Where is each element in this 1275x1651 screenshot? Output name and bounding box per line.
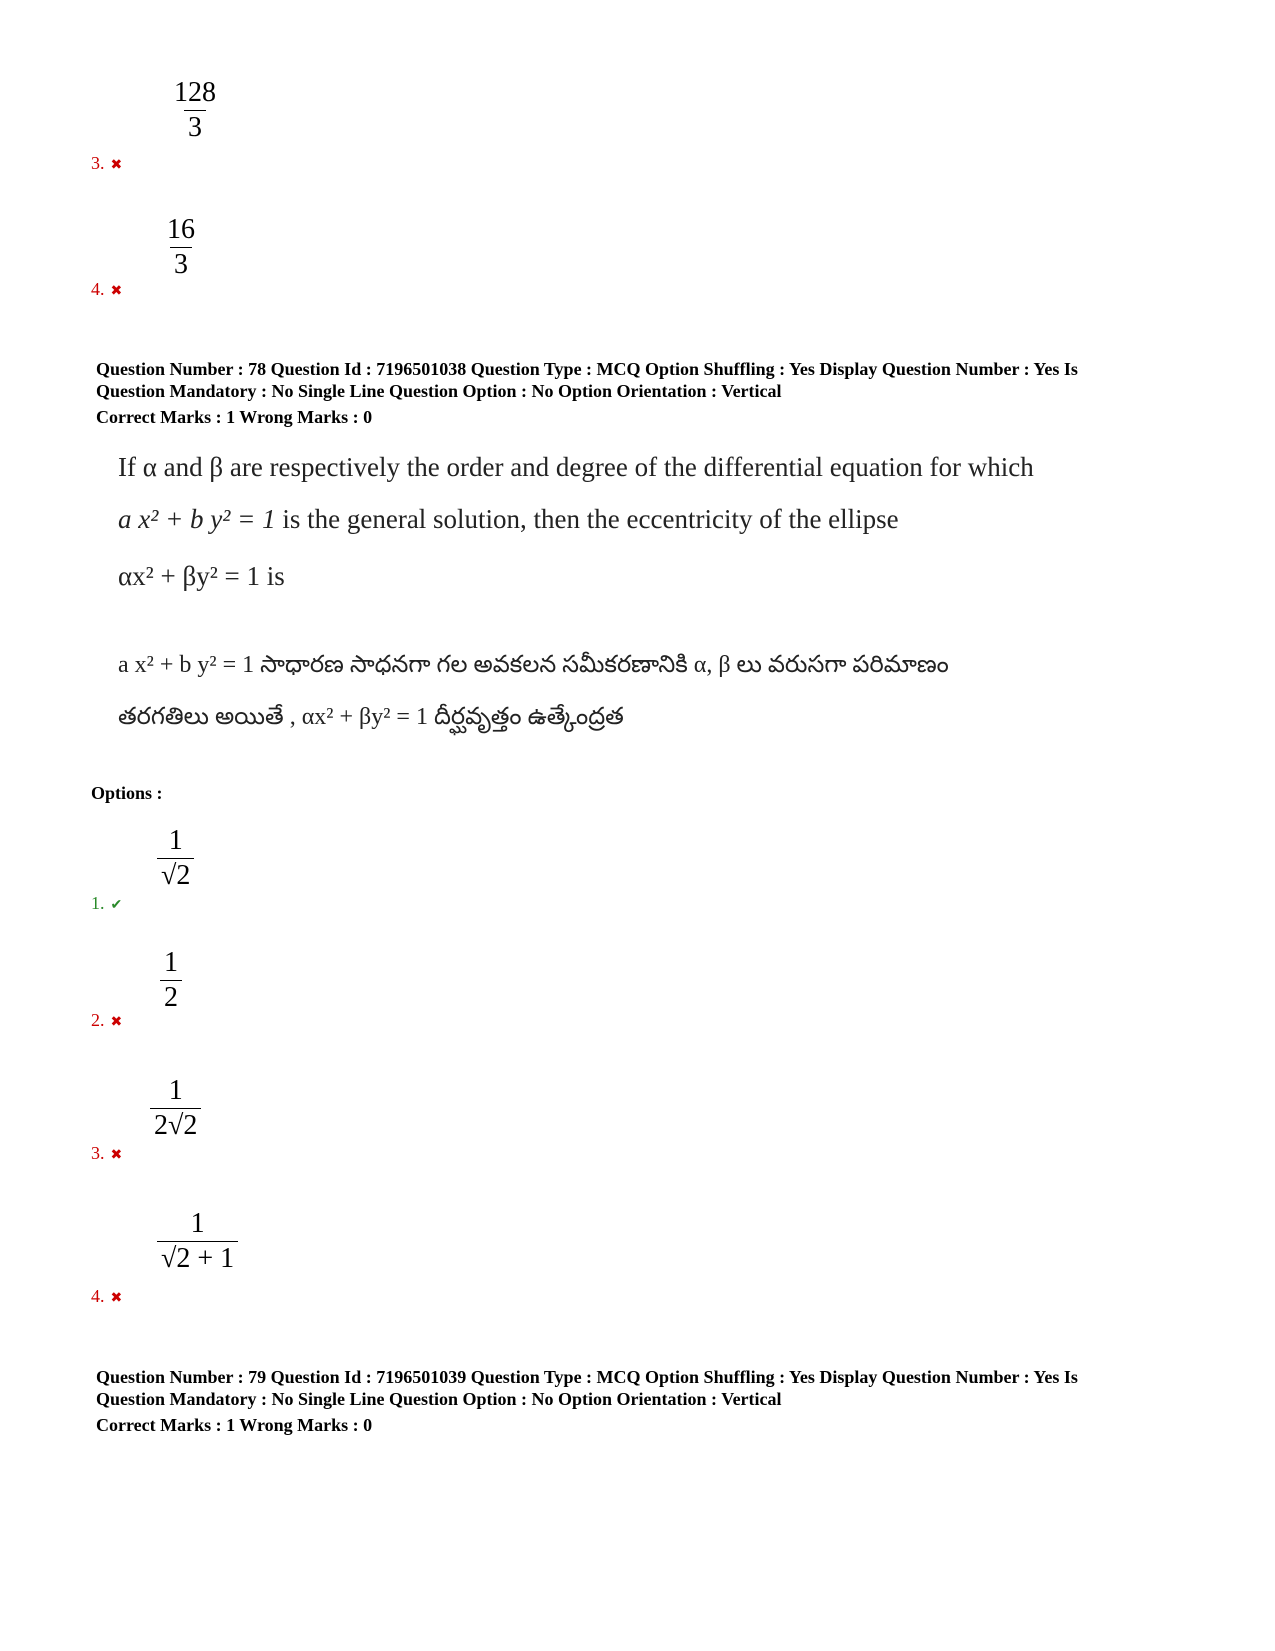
text: is the general solution, then the eccentricity of the ellipse [275, 504, 899, 534]
option-3-fraction [170, 76, 220, 145]
option-number: 4. [91, 1286, 105, 1306]
option-3-fraction [150, 1074, 201, 1143]
meta-line: Question Number : 78 Question Id : 7196501038 Question Type : MCQ Option Shuffling : Yes Display Question Number : Yes Is [96, 359, 1078, 379]
option-4-label [91, 1286, 122, 1307]
meta-line: Question Mandatory : No Single Line Question Option : No Option Orientation : Vertical [96, 381, 782, 401]
option-number: 1. [91, 893, 105, 913]
wrong-icon: ✖ [110, 1291, 123, 1306]
option-number: 2. [91, 1010, 105, 1030]
options-label: Options : [91, 783, 163, 803]
numerator: 1 [168, 825, 183, 856]
meta-line: Question Number : 79 Question Id : 7196501039 Question Type : MCQ Option Shuffling : Yes Display Question Number : Yes Is [96, 1367, 1078, 1387]
numerator: 16 [167, 214, 195, 245]
meta-line: Question Mandatory : No Single Line Question Option : No Option Orientation : Vertical [96, 1389, 782, 1409]
option-1-label [91, 893, 122, 914]
wrong-icon: ✖ [110, 1015, 123, 1030]
numerator: 1 [168, 1075, 183, 1106]
denominator: 2√2 [150, 1108, 201, 1143]
option-2-fraction [160, 946, 182, 1015]
option-1-fraction [157, 824, 194, 893]
equation: a x² + b y² = 1 [118, 504, 276, 534]
denominator: 3 [184, 110, 206, 145]
wrong-icon: ✖ [110, 284, 123, 299]
marks-line: Correct Marks : 1 Wrong Marks : 0 [96, 1415, 373, 1435]
numerator: 128 [174, 77, 216, 108]
option-3-label [91, 153, 122, 174]
check-icon: ✔ [110, 898, 123, 913]
question-text-line3: αx² + βy² = 1 is [118, 561, 285, 591]
denominator: √2 [157, 858, 194, 893]
question-text-line1: If α and β are respectively the order and degree of the differential equation for which [118, 452, 1034, 482]
numerator: 1 [164, 947, 178, 978]
option-4-fraction [157, 1207, 238, 1276]
denominator: 2 [160, 980, 182, 1015]
question-text-line2 [118, 504, 899, 535]
option-number: 3. [91, 153, 105, 173]
wrong-icon: ✖ [110, 1148, 123, 1163]
option-4-label [91, 279, 122, 300]
question-78-meta [96, 358, 1206, 428]
option-number: 3. [91, 1143, 105, 1163]
wrong-icon: ✖ [110, 158, 123, 173]
denominator: √2 + 1 [157, 1241, 238, 1276]
question-telugu-line2: తరగతిలు అయితే , αx² + βy² = 1 దీర్ఘవృత్తం ఉత్కేంద్రత [118, 704, 624, 730]
option-3-label [91, 1143, 122, 1164]
numerator: 1 [190, 1208, 205, 1239]
question-telugu-line1: a x² + b y² = 1 సాధారణ సాధనగా గల అవకలన సమీకరణానికి α, β లు వరుసగా పరిమాణం [118, 652, 949, 678]
denominator: 3 [170, 247, 192, 282]
option-2-label [91, 1010, 122, 1031]
question-79-meta [96, 1366, 1206, 1436]
option-4-fraction [163, 213, 199, 282]
option-number: 4. [91, 279, 105, 299]
marks-line: Correct Marks : 1 Wrong Marks : 0 [96, 407, 373, 427]
